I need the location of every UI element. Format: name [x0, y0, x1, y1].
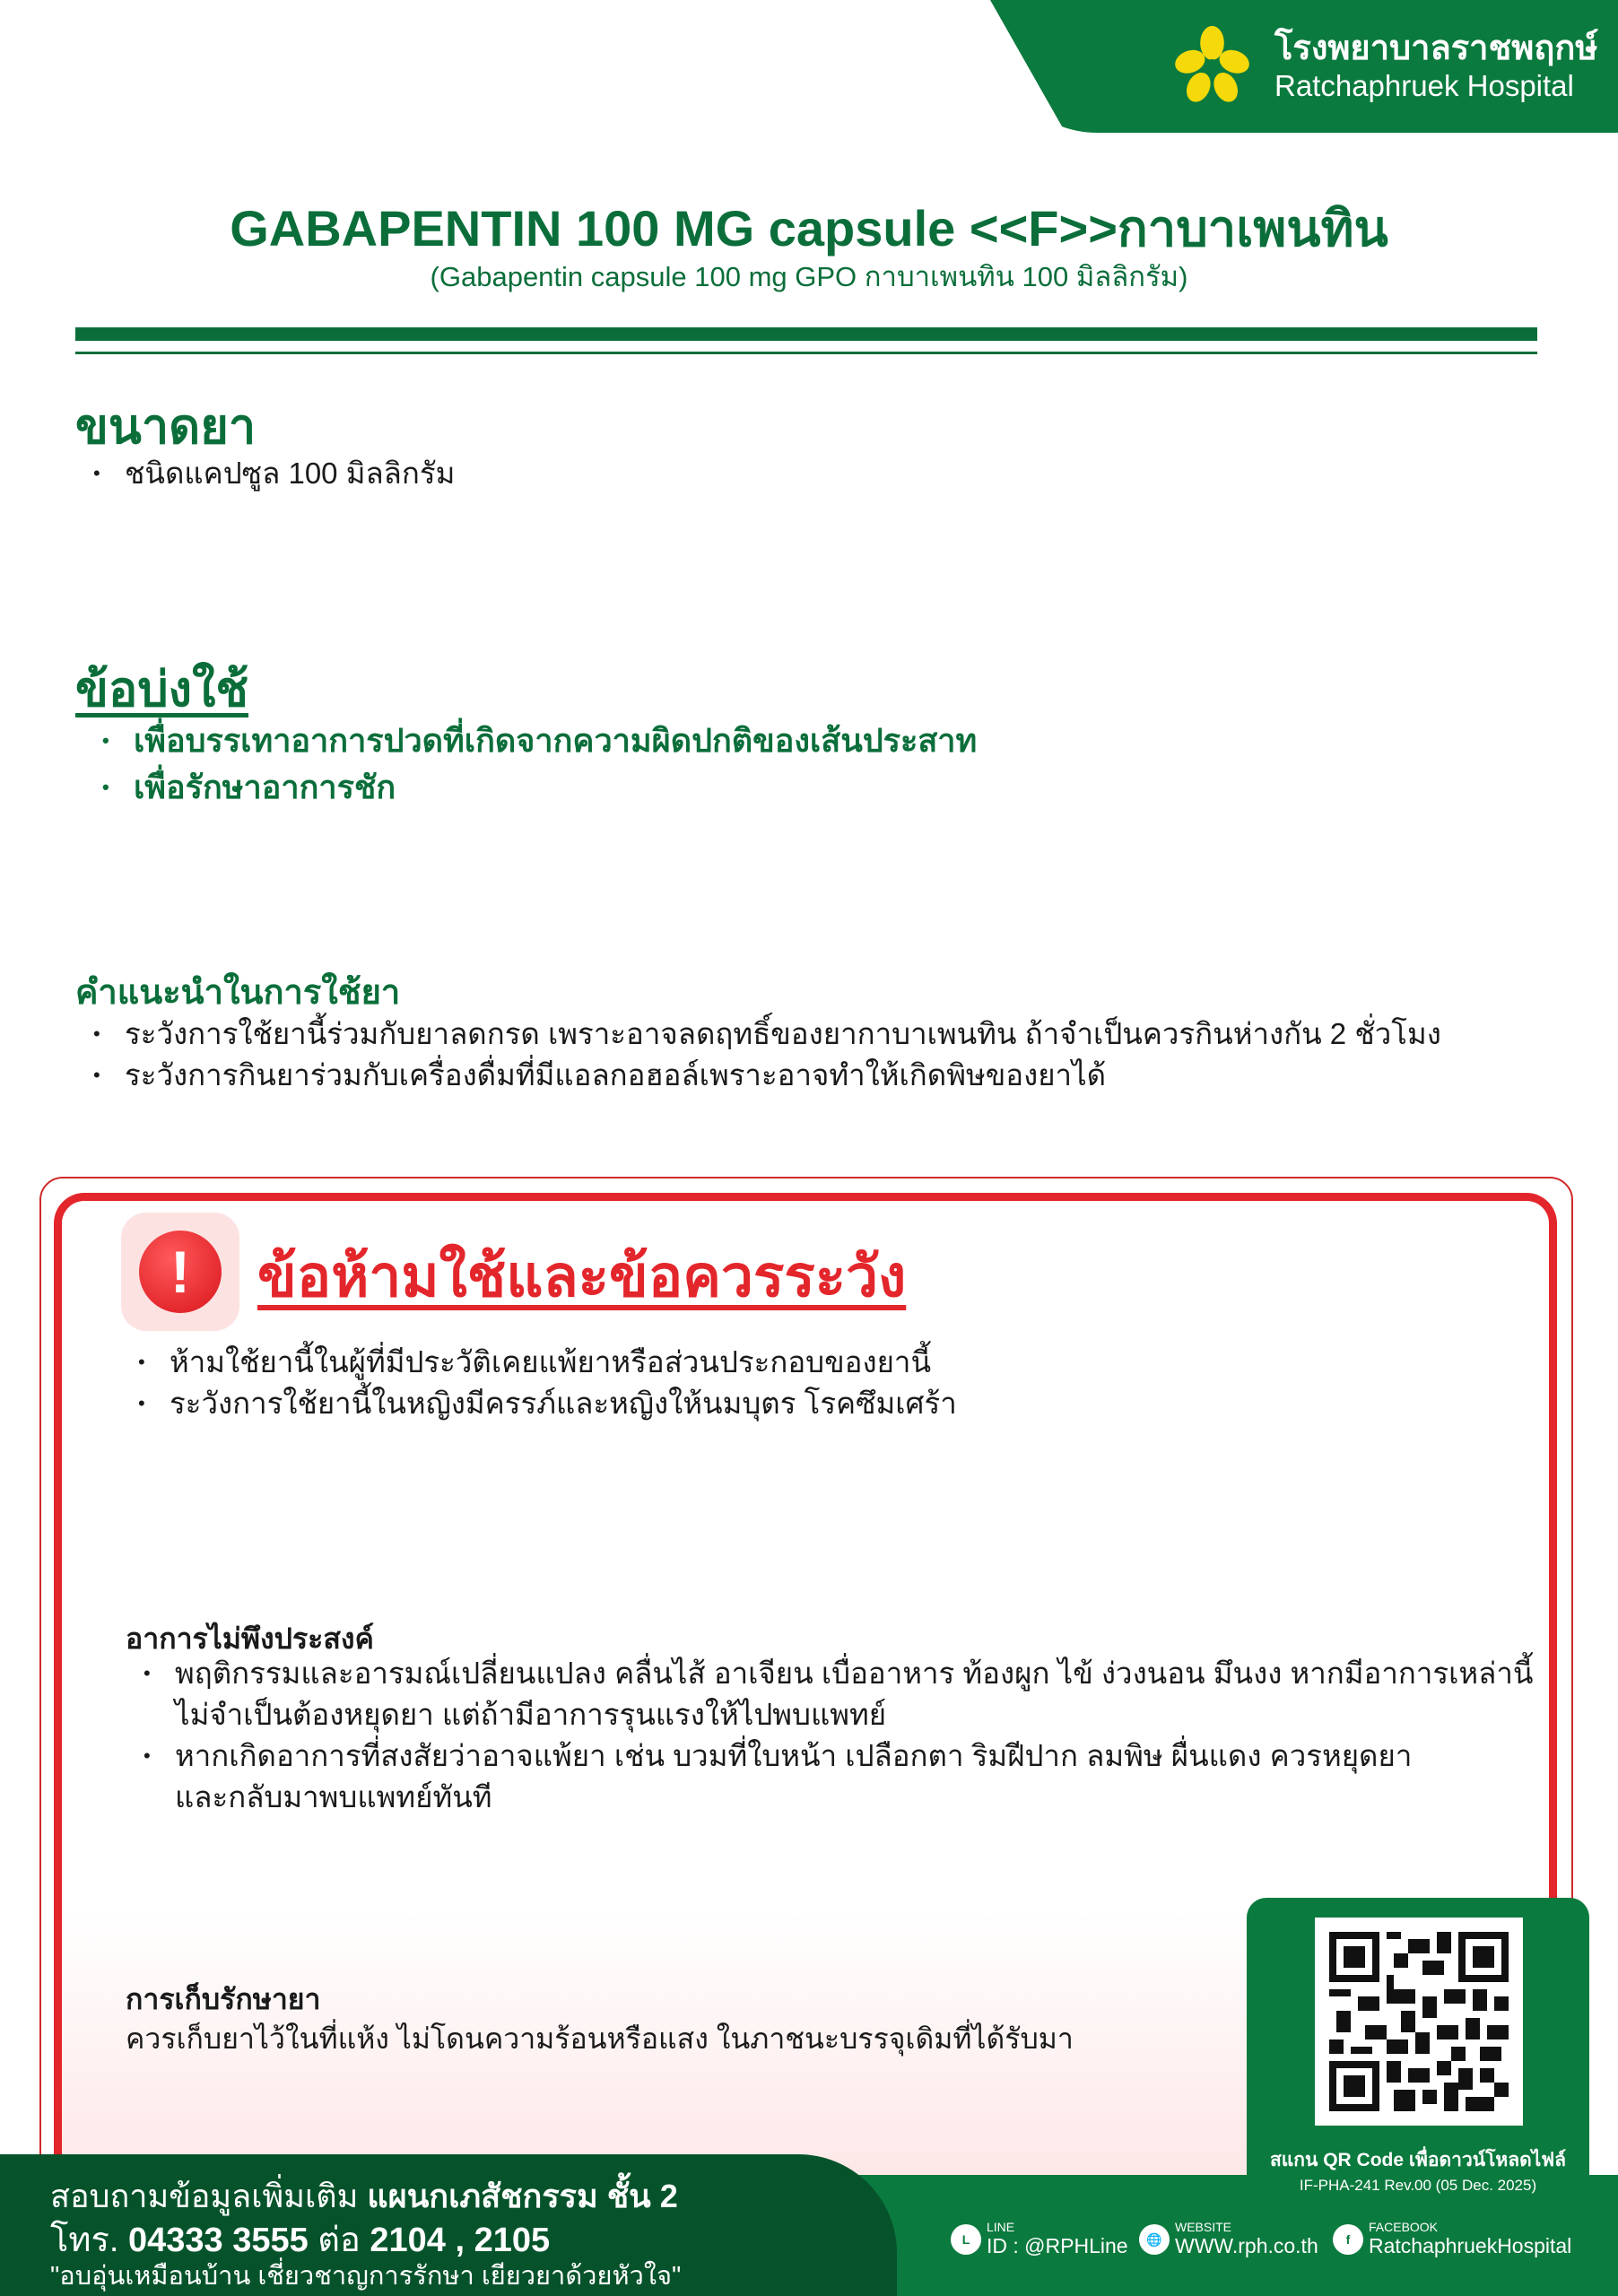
dosage-list [75, 453, 455, 494]
storage-text: ควรเก็บยาไว้ในที่แห้ง ไม่โดนความร้อนหรือแสง ในภาชนะบรรจุเดิมที่ได้รับมา [126, 2022, 1074, 2055]
website-url: WWW.rph.co.th [1175, 2234, 1318, 2257]
list-item: • ห้ามใช้ยานี้ในผู้ที่มีประวัติเคยแพ้ยาหรือส่วนประกอบของยานี้ [120, 1342, 957, 1383]
divider-thick [75, 327, 1537, 341]
facebook-label: FACEBOOK [1369, 2220, 1439, 2234]
list-item [126, 1735, 1533, 1818]
advice-list [75, 1013, 1441, 1096]
side-effects-list [126, 1653, 1533, 1818]
extension-numbers: 2104 , 2105 [370, 2222, 551, 2259]
warnings-heading: ข้อห้ามใช้และข้อควรระวัง [257, 1244, 907, 1309]
alert-badge [121, 1213, 239, 1331]
list-item-line: และกลับมาพบแพทย์ทันที [175, 1780, 492, 1813]
website-label: WEBSITE [1175, 2220, 1232, 2234]
indications-list [84, 718, 977, 811]
list-item: • ระวังการกินยาร่วมกับเครื่องดื่มที่มีแอลกอฮอล์เพราะอาจทำให้เกิดพิษของยาได้ [75, 1055, 1441, 1096]
facebook-icon: f [1333, 2224, 1363, 2255]
phone-number[interactable]: 04333 3555 [127, 2222, 309, 2259]
advice-heading: คำแนะนำในการใช้ยา [75, 974, 401, 1012]
warnings-list [120, 1342, 957, 1424]
list-item-line: • พฤติกรรมและอารมณ์เปลี่ยนแปลง คลื่นไส้ อาเจียน เบื่ออาหาร ท้องผูก ไข้ ง่วงนอน มึนงง หากมีอาการเหล่านี้ [175, 1657, 1534, 1690]
website-link[interactable] [1139, 2221, 1318, 2258]
side-effects-heading: อาการไม่พึงประสงค์ [126, 1622, 374, 1655]
extension-label: ต่อ [308, 2222, 370, 2259]
facebook-link[interactable] [1333, 2221, 1571, 2258]
line-icon: L [951, 2224, 981, 2255]
dosage-heading: ขนาดยา [75, 400, 257, 454]
drug-subtitle: (Gabapentin capsule 100 mg GPO กาบาเพนทิน 100 มิลลิกรัม) [430, 261, 1188, 292]
qr-code-graphic [1329, 1932, 1509, 2111]
line-label: LINE [987, 2220, 1015, 2234]
facebook-page: RatchaphruekHospital [1369, 2234, 1572, 2257]
contact-department: แผนกเภสัชกรรม ชั้น 2 [367, 2178, 678, 2214]
line-contact[interactable] [951, 2221, 1128, 2258]
indications-heading: ข้อบ่งใช้ [75, 663, 249, 717]
list-item: • ระวังการใช้ยานี้ในหญิงมีครรภ์และหญิงให้นมบุตร โรคซึมเศร้า [120, 1383, 957, 1424]
document-code: IF-PHA-241 Rev.00 (05 Dec. 2025) [1299, 2177, 1537, 2194]
hospital-brand [1044, 0, 1618, 133]
qr-code-icon[interactable] [1315, 1918, 1523, 2126]
storage-heading: การเก็บรักษายา [126, 1983, 321, 2015]
slogan: "อบอุ่นเหมือนบ้าน เชี่ยวชาญการรักษา เยียวยาด้วยหัวใจ" [50, 2262, 682, 2291]
golden-shower-flower-icon [1170, 24, 1255, 109]
list-item: • เพื่อรักษาอาการชัก [84, 764, 977, 811]
list-item: • ระวังการใช้ยานี้ร่วมกับยาลดกรด เพราะอาจลดฤทธิ์ของยากาบาเพนทิน ถ้าจำเป็นควรกินห่างกัน 2 ชั่วโมง [75, 1013, 1441, 1055]
divider-thin [75, 352, 1537, 354]
hospital-name-th: โรงพยาบาลราชพฤกษ์ [1274, 30, 1598, 67]
hospital-name-en: Ratchaphruek Hospital [1274, 69, 1574, 102]
list-item: • ชนิดแคปซูล 100 มิลลิกรัม [75, 453, 455, 494]
drug-title: GABAPENTIN 100 MG capsule <<F>>กาบาเพนทิน [230, 200, 1388, 257]
qr-caption: สแกน QR Code เพื่อดาวน์โหลดไฟล์ [1269, 2150, 1567, 2170]
contact-prefix: สอบถามข้อมูลเพิ่มเติม [50, 2178, 368, 2214]
exclamation-alert-icon: ! [139, 1231, 222, 1313]
list-item-line: ไม่จำเป็นต้องหยุดยา แต่ถ้ามีอาการรุนแรงให้ไปพบแพทย์ [175, 1698, 887, 1731]
globe-icon: 🌐 [1139, 2224, 1170, 2255]
phone-prefix: โทร. [50, 2222, 128, 2259]
list-item [126, 1653, 1533, 1735]
line-id: ID : @RPHLine [987, 2234, 1128, 2257]
list-item-line: • หากเกิดอาการที่สงสัยว่าอาจแพ้ยา เช่น บวมที่ใบหน้า เปลือกตา ริมฝีปาก ลมพิษ ผื่นแดง ควรหยุดยา [175, 1739, 1413, 1772]
list-item: • เพื่อบรรเทาอาการปวดที่เกิดจากความผิดปกติของเส้นประสาท [84, 718, 977, 764]
